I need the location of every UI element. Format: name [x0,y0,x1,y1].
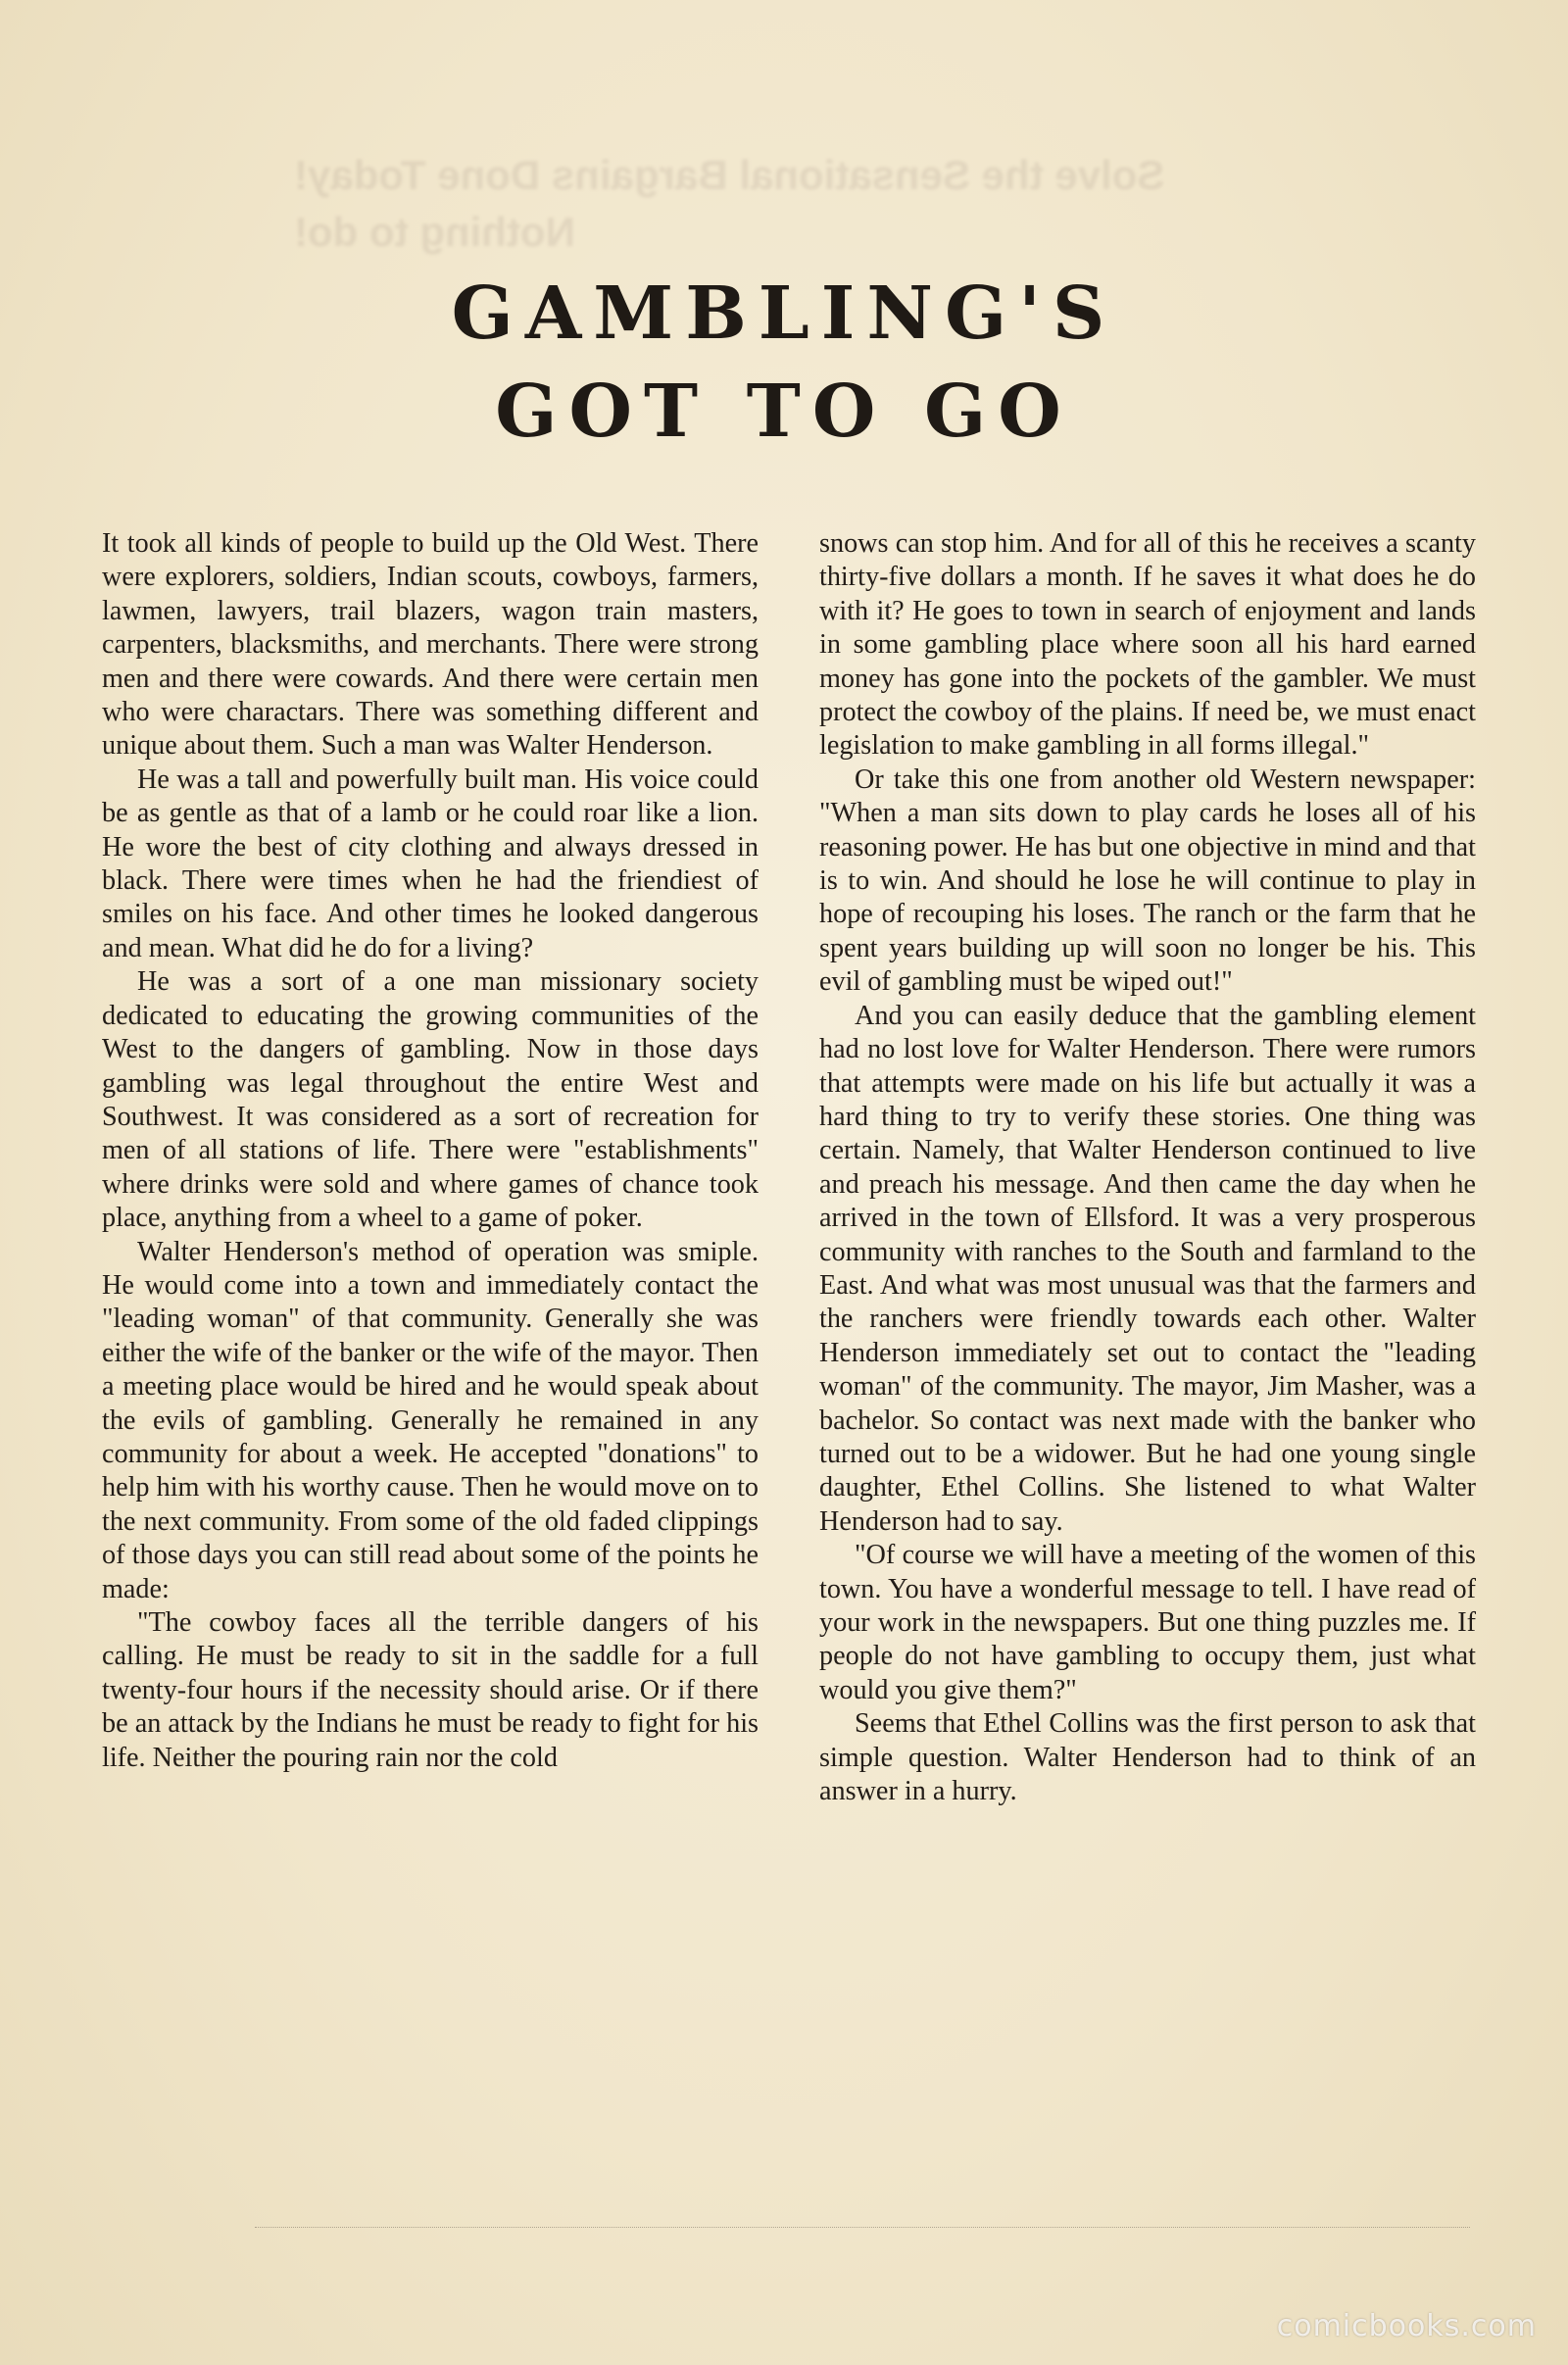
bleed-through-line-1: Solve the Sensational Bargains Done Today! [294,152,1165,198]
paragraph: It took all kinds of people to build up the Old West. There were explorers, soldiers, Indian scouts, cowboys, farmers, lawmen, lawyers, trail blazers, wagon train masters, carpenters, blacksmiths, and merchants. There were strong men and there were cowards. And there were certain men who were charactars. There was something different and unique about them. Such a man was Walter Henderson. [102,528,759,762]
right-text-column [819,527,1476,1808]
bottom-dotted-rule [255,2227,1470,2230]
paragraph: "The cowboy faces all the terrible dangers of his calling. He must be ready to sit in the saddle for a full twenty-four hours if the necessity should arise. Or if there be an attack by the Indians he must be ready to fight for his life. Neither the pouring rain nor the cold [102,1607,759,1773]
paragraph: Walter Henderson's method of operation was smiple. He would come into a town and immediately contact the "leading woman" of that community. Generally she was either the wife of the banker or the wife of the mayor. Then a meeting place would be hired and he would speak about the evils of gambling. Generally he remained in any community for about a week. He accepted "donations" to help him with his worthy cause. Then he would move on to the next community. From some of the old faded clippings of those days you can still read about some of the points he made: [102,1236,759,1604]
article-title-line-1: GAMBLING'S [451,271,1117,356]
article-title [0,265,1568,461]
article-title-line-2: GOT TO GO [495,370,1073,454]
bleed-through-line-2: Nothing to do! [294,209,575,255]
paragraph: Seems that Ethel Collins was the first person to ask that simple question. Walter Henderson had to think of an answer in a hurry. [819,1708,1476,1807]
paragraph: He was a sort of a one man missionary society dedicated to educating the growing communities of the West to the dangers of gambling. Now in those days gambling was legal throughout the entire West and Southwest. It was considered as a sort of recreation for men of all stations of life. There were "establishments" where drinks were sold and where games of chance took place, anything from a wheel to a game of poker. [102,966,759,1234]
paragraph: And you can easily deduce that the gambling element had no lost love for Walter Henderson. There were rumors that attempts were made on his life but actually it was a hard thing to try to verify these stories. One thing was certain. Namely, that Walter Henderson continued to live and preach his message. And then came the day when he arrived in the town of Ellsford. It was a very prosperous community with ranches to the South and farmland to the East. And what was most unusual was that the farmers and the ranchers were friendly towards each other. Walter Henderson immediately set out to contact the "leading woman" of the community. The mayor, Jim Masher, was a bachelor. So contact was next made with the banker who turned out to be a widower. But he had one young single daughter, Ethel Collins. She listened to what Walter Henderson had to say. [819,1000,1476,1537]
paragraph: He was a tall and powerfully built man. His voice could be as gentle as that of a lamb or he could roar like a lion. He wore the best of city clothing and always dressed in black. There were times when he had the friendiest of smiles on his face. And other times he looked dangerous and mean. What did he do for a living? [102,764,759,963]
bleed-through-text [294,147,1323,265]
paragraph: Or take this one from another old Western newspaper: "When a man sits down to play cards he loses all of his reasoning power. He has but one objective in mind and that is to win. And should he lose he will continue to play in hope of recouping his loses. The ranch or the farm that he spent years building up will soon no longer be his. This evil of gambling must be wiped out!" [819,764,1476,998]
paragraph: "Of course we will have a meeting of the women of this town. You have a wonderful message to tell. I have read of your work in the newspapers. But one thing puzzles me. If people do not have gambling to occupy them, just what would you give them?" [819,1540,1476,1705]
site-watermark: comicbooks.com [1276,2309,1537,2343]
left-text-column [102,527,759,1775]
paragraph: snows can stop him. And for all of this he receives a scanty thirty-five dollars a month. If he saves it what does he do with it? He goes to town in search of enjoyment and lands in some gambling place where soon all his hard earned money has gone into the pockets of the gambler. We must protect the cowboy of the plains. If need be, we must enact legislation to make gambling in all forms illegal." [819,528,1476,762]
